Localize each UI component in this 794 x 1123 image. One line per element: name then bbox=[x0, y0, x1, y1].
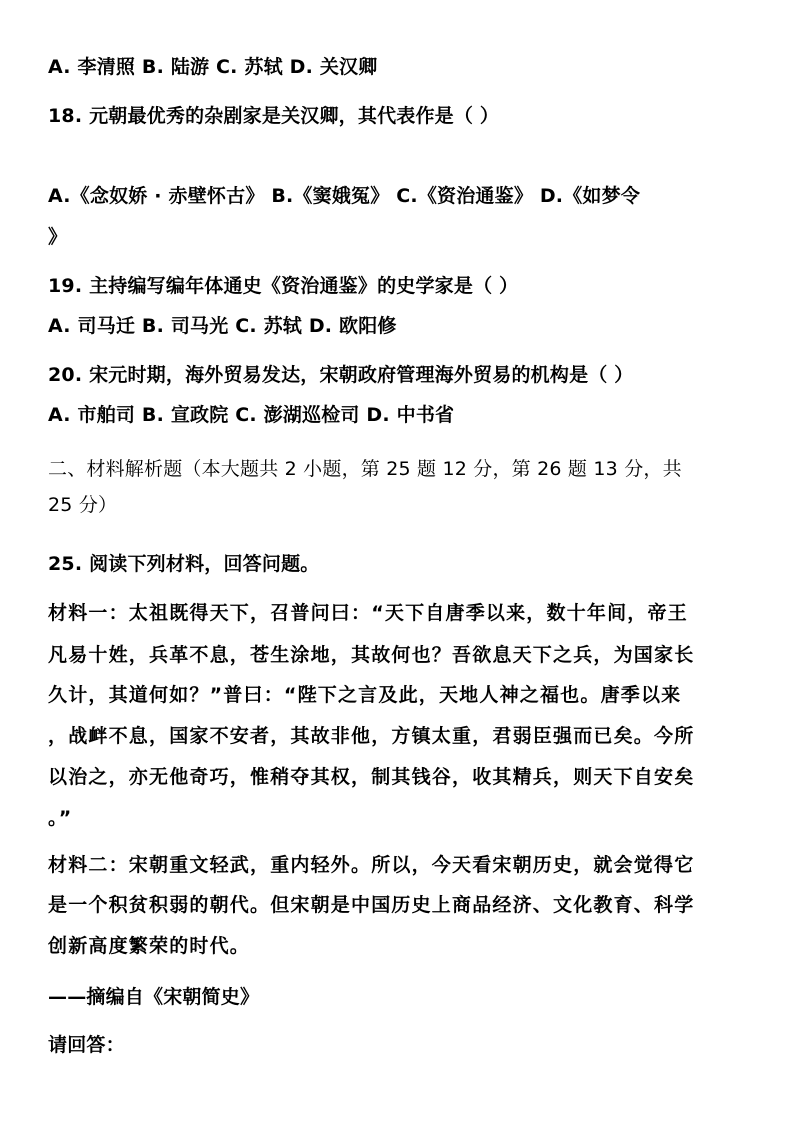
material-one-line-6: 。” bbox=[48, 807, 73, 829]
answer-prompt: 请回答： bbox=[48, 1034, 125, 1056]
q17-options: A. 李清照 B. 陆游 C. 苏轼 D. 关汉卿 bbox=[48, 56, 378, 78]
q25-prompt: 25. 阅读下列材料，回答问题。 bbox=[48, 553, 320, 575]
material-one-line-3: 久计，其道何如？”普曰：“陛下之言及此，天地人神之福也。唐季以来 bbox=[48, 684, 682, 706]
section-two-title-continued: 25 分） bbox=[48, 494, 118, 516]
source-citation: ——摘编自《宋朝简史》 bbox=[48, 986, 260, 1008]
q18-options-continued: 》 bbox=[48, 226, 68, 248]
material-one-line-2: 凡易十姓，兵革不息，苍生涂地，其故何也？吾欲息天下之兵，为国家长 bbox=[48, 644, 695, 666]
material-two-line-2: 是一个积贫积弱的朝代。但宋朝是中国历史上商品经济、文化教育、科学 bbox=[48, 894, 695, 916]
q18-question: 18. 元朝最优秀的杂剧家是关汉卿，其代表作是（ ） bbox=[48, 105, 500, 127]
section-two-title: 二、材料解析题（本大题共 2 小题，第 25 题 12 分，第 26 题 13 分，共 bbox=[48, 458, 682, 480]
material-one-line-4: ，战衅不息，国家不安者，其故非他，方镇太重，君弱臣强而已矣。今所 bbox=[48, 725, 695, 747]
q20-question: 20. 宋元时期，海外贸易发达，宋朝政府管理海外贸易的机构是（ ） bbox=[48, 364, 634, 386]
q19-question: 19. 主持编写编年体通史《资治通鉴》的史学家是（ ） bbox=[48, 275, 519, 297]
material-one-line-5: 以治之，亦无他奇巧，惟稍夺其权，制其钱谷，收其精兵，则天下自安矣 bbox=[48, 766, 695, 788]
q20-options: A. 市舶司 B. 宣政院 C. 澎湖巡检司 D. 中书省 bbox=[48, 404, 455, 426]
material-one-line-1: 材料一：太祖既得天下，召普问曰：“天下自唐季以来，数十年间，帝王 bbox=[48, 602, 688, 624]
material-two-line-1: 材料二：宋朝重文轻武，重内轻外。所以，今天看宋朝历史，就会觉得它 bbox=[48, 854, 695, 876]
material-two-line-3: 创新高度繁荣的时代。 bbox=[48, 935, 251, 957]
q18-options: A.《念奴娇 · 赤壁怀古》 B.《窦娥冤》 C.《资治通鉴》 D.《如梦令 bbox=[48, 185, 641, 207]
q19-options: A. 司马迁 B. 司马光 C. 苏轼 D. 欧阳修 bbox=[48, 315, 397, 337]
